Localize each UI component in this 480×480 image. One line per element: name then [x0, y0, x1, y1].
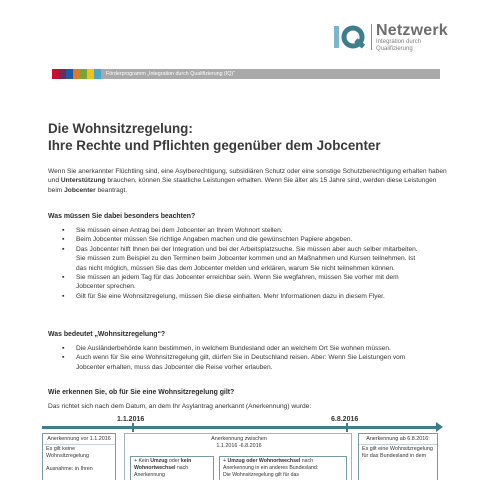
- timeline-bar: [42, 426, 438, 429]
- logo-divider: [371, 24, 372, 50]
- list-item: ▪ Auch wenn für Sie eine Wohnsitzregelung gilt, dürfen Sie in Deutschland reisen. Aber: Wenn Sie Leistungen vom Jobcenter erhalten, muss das Jobcenter die Reise vorher erlauben.: [62, 353, 422, 372]
- box-body: Es gilt eine Wohnsitzregelung für das Bundesland in dem: [362, 446, 433, 460]
- timeline-box-after: [358, 433, 438, 480]
- box-text: Es gilt keine Wohnsitzregelung: [46, 446, 90, 460]
- intro-strong-support: Unterstützung: [60, 177, 106, 185]
- box-heading: Anerkennung ab 6.8.2016:: [359, 434, 437, 445]
- timeline-date-1: 1.1.2016: [117, 416, 145, 423]
- color-segment: [73, 69, 80, 79]
- section-heading-recognition: Wie erkennen Sie, ob für Sie eine Wohnsitzregelung gilt?: [48, 389, 235, 396]
- timeline-date-2: 6.8.2016: [331, 416, 359, 423]
- intro-text: Wenn Sie anerkannter Flüchtling sind, eine Asylberechtigung, subsidiären Schutz oder eine sonstige Schutzberechtigung erhalten haben und: [48, 168, 447, 185]
- list-item: ▪ Gilt für Sie eine Wohnsitzregelung, müssen Sie diese einhalten. Mehr Informationen dazu in diesem Flyer.: [62, 292, 422, 301]
- title-line-2: Ihre Rechte und Pflichten gegenüber dem Jobcenter: [48, 138, 381, 153]
- intro-strong-jobcenter: Jobcenter: [64, 186, 96, 194]
- intro-paragraph: [48, 167, 448, 195]
- list-item: ▪ Sie müssen einen Antrag bei dem Jobcenter an Ihrem Wohnort stellen.: [62, 226, 422, 235]
- timeline: [42, 416, 440, 480]
- list-item: ▪ Sie müssen an jedem Tag für das Jobcenter erreichbar sein. Wenn Sie wegfahren, müssen Sie vorher mit dem Jobcenter sprechen.: [62, 273, 422, 292]
- color-segment: [66, 69, 73, 79]
- list-item: ▪ Die Ausländerbehörde kann bestimmen, in welchem Bundesland oder an welchem Ort Sie wohnen müssen.: [62, 344, 422, 353]
- section-heading-obligations: Was müssen Sie dabei besonders beachten?: [48, 213, 196, 220]
- box-text: Die Wohnsitzregelung gilt für das: [223, 472, 300, 478]
- color-segment: [94, 69, 101, 79]
- color-segment: [59, 69, 66, 79]
- timeline-subbox-no-move: [130, 456, 214, 480]
- intro-text: beantragt.: [95, 186, 128, 194]
- timeline-subbox-move: [219, 456, 347, 480]
- iq-logo-icon: [333, 24, 367, 50]
- program-bar: [52, 69, 440, 79]
- list-item: ▪ Beim Jobcenter müssen Sie richtige Angaben machen und die gewünschten Papiere abgeben.: [62, 235, 422, 244]
- section-heading-definition: Was bedeutet „Wohnsitzregelung“?: [48, 331, 166, 338]
- intro-text: brauchen, können Sie staatliche Leistungen erhalten. Wenn Sie älter als 15 Jahre sind, werden diese Leistungen beim: [48, 177, 437, 194]
- box-text: nach Anerkennung: [134, 465, 189, 478]
- box-strong: Umzug: [150, 458, 168, 464]
- timeline-box-before: [42, 433, 116, 480]
- obligations-list: [62, 226, 422, 301]
- timeline-tick: [346, 423, 348, 432]
- box-heading: Anerkennung zwischen 1.1.2016 -6.8.2016: [211, 436, 267, 450]
- recognition-text: Das richtet sich nach dem Datum, an dem Ihr Asylantrag anerkannt (Anerkennung) wurde:: [48, 403, 312, 410]
- box-body: [43, 445, 115, 474]
- list-item: ▪ Das Jobcenter hilft Ihnen bei der Integration und bei der Arbeitsplatzsuche. Sie müssen aber auch selber mitarbeiten. Sie müssen zum Beispiel zu den Terminen beim Jobcenter kommen und an Maßnahmen und Kursen teilnehmen. Ist das nicht möglich, müssen Sie das dem Jobcenter melden und erklären, warum Sie nicht teilnehmen können.: [62, 245, 422, 273]
- timeline-arrow-icon: [436, 422, 443, 432]
- logo-tagline: Integration durch Qualifizierung: [376, 39, 422, 52]
- page-title: [48, 120, 468, 154]
- color-segment: [52, 69, 59, 79]
- box-text: oder: [167, 458, 181, 464]
- box-text: nach Anerkennung in ein anderes Bundesland:: [223, 458, 319, 471]
- title-line-1: Die Wohnsitzregelung:: [48, 121, 193, 136]
- box-text: Ausnahme: in Ihren: [46, 465, 93, 472]
- definition-list: [62, 344, 422, 372]
- timeline-tick: [132, 423, 134, 432]
- box-text: +: [223, 458, 228, 464]
- box-strong: kein Wohnortwechsel: [134, 458, 192, 471]
- color-segment: [87, 69, 94, 79]
- box-strong: Umzug oder Wohnortwechsel: [227, 458, 301, 464]
- logo-name: Netzwerk: [376, 22, 448, 39]
- color-segment: [80, 69, 87, 79]
- iq-netzwerk-logo: [333, 22, 473, 52]
- box-text: + Kein: [134, 458, 151, 464]
- box-heading: Anerkennung vor 1.1.2016: [43, 434, 115, 445]
- program-label: Förderprogramm „Integration durch Qualifizierung (IQ)“: [101, 69, 440, 79]
